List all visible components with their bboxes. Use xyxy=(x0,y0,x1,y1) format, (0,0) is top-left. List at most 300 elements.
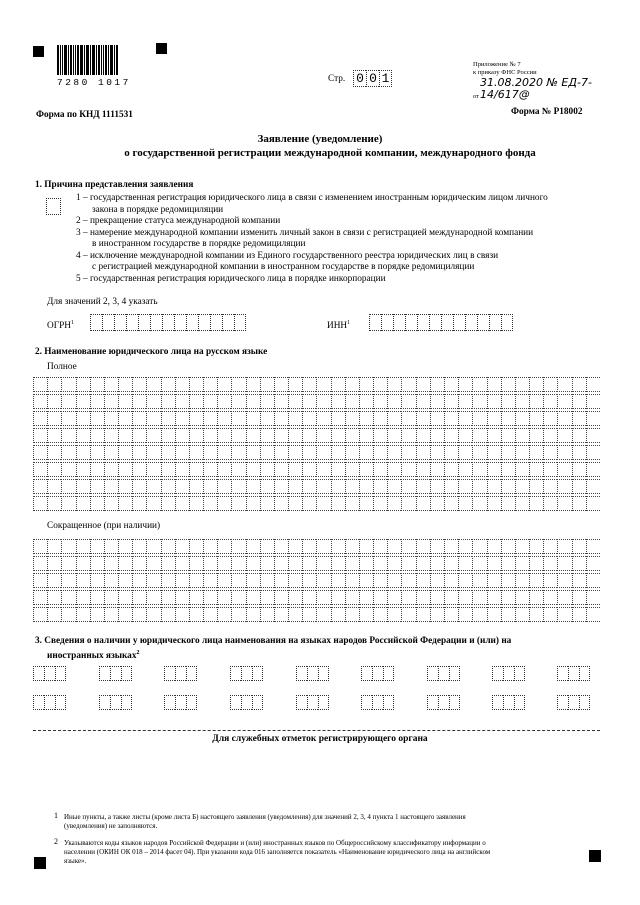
char-cell[interactable] xyxy=(529,479,543,494)
char-cell[interactable] xyxy=(416,462,430,477)
char-cell[interactable] xyxy=(501,479,515,494)
char-cell[interactable] xyxy=(359,539,373,554)
char-cell[interactable] xyxy=(586,496,600,511)
char-cell[interactable] xyxy=(373,539,387,554)
input-cell[interactable] xyxy=(477,314,489,331)
char-cell[interactable] xyxy=(90,496,104,511)
char-cell[interactable] xyxy=(444,428,458,443)
char-cell[interactable] xyxy=(416,428,430,443)
name-row[interactable] xyxy=(33,445,600,460)
char-cell[interactable] xyxy=(359,573,373,588)
char-cell[interactable] xyxy=(118,411,132,426)
char-cell[interactable] xyxy=(231,411,245,426)
char-cell[interactable] xyxy=(302,394,316,409)
char-cell[interactable] xyxy=(121,695,132,710)
char-cell[interactable] xyxy=(557,666,568,681)
char-cell[interactable] xyxy=(472,445,486,460)
char-cell[interactable] xyxy=(203,556,217,571)
char-cell[interactable] xyxy=(246,428,260,443)
char-cell[interactable] xyxy=(90,377,104,392)
char-cell[interactable] xyxy=(387,496,401,511)
char-cell[interactable] xyxy=(444,445,458,460)
char-cell[interactable] xyxy=(416,411,430,426)
char-cell[interactable] xyxy=(472,590,486,605)
char-cell[interactable] xyxy=(416,607,430,622)
input-cell[interactable] xyxy=(174,314,186,331)
char-cell[interactable] xyxy=(529,411,543,426)
char-cell[interactable] xyxy=(307,666,318,681)
char-cell[interactable] xyxy=(104,394,118,409)
input-cell[interactable] xyxy=(453,314,465,331)
char-cell[interactable] xyxy=(529,539,543,554)
char-cell[interactable] xyxy=(90,445,104,460)
char-cell[interactable] xyxy=(373,411,387,426)
char-cell[interactable] xyxy=(203,590,217,605)
char-cell[interactable] xyxy=(557,556,571,571)
char-cell[interactable] xyxy=(401,411,415,426)
char-cell[interactable] xyxy=(361,666,372,681)
char-cell[interactable] xyxy=(586,428,600,443)
name-row[interactable] xyxy=(33,607,600,622)
char-cell[interactable] xyxy=(514,666,525,681)
char-cell[interactable] xyxy=(203,539,217,554)
char-cell[interactable] xyxy=(33,411,47,426)
char-cell[interactable] xyxy=(487,573,501,588)
char-cell[interactable] xyxy=(175,556,189,571)
char-cell[interactable] xyxy=(47,411,61,426)
char-cell[interactable] xyxy=(33,445,47,460)
char-cell[interactable] xyxy=(217,573,231,588)
char-cell[interactable] xyxy=(146,479,160,494)
char-cell[interactable] xyxy=(387,445,401,460)
char-cell[interactable] xyxy=(252,666,263,681)
char-cell[interactable] xyxy=(61,479,75,494)
char-cell[interactable] xyxy=(132,607,146,622)
char-cell[interactable] xyxy=(458,496,472,511)
char-cell[interactable] xyxy=(373,479,387,494)
char-cell[interactable] xyxy=(231,445,245,460)
char-cell[interactable] xyxy=(515,590,529,605)
char-cell[interactable] xyxy=(189,539,203,554)
char-cell[interactable] xyxy=(359,607,373,622)
input-cell[interactable] xyxy=(90,314,102,331)
char-cell[interactable] xyxy=(416,377,430,392)
char-cell[interactable] xyxy=(175,590,189,605)
char-cell[interactable] xyxy=(430,411,444,426)
char-cell[interactable] xyxy=(146,462,160,477)
char-cell[interactable] xyxy=(146,539,160,554)
char-cell[interactable] xyxy=(430,556,444,571)
char-cell[interactable] xyxy=(458,590,472,605)
char-cell[interactable] xyxy=(449,666,460,681)
char-cell[interactable] xyxy=(203,394,217,409)
char-cell[interactable] xyxy=(274,556,288,571)
char-cell[interactable] xyxy=(189,607,203,622)
char-cell[interactable] xyxy=(543,496,557,511)
char-cell[interactable] xyxy=(529,462,543,477)
char-cell[interactable] xyxy=(557,411,571,426)
char-cell[interactable] xyxy=(416,479,430,494)
char-cell[interactable] xyxy=(372,695,383,710)
char-cell[interactable] xyxy=(387,394,401,409)
char-cell[interactable] xyxy=(501,539,515,554)
char-cell[interactable] xyxy=(132,539,146,554)
char-cell[interactable] xyxy=(260,556,274,571)
char-cell[interactable] xyxy=(430,462,444,477)
char-cell[interactable] xyxy=(231,462,245,477)
char-cell[interactable] xyxy=(76,556,90,571)
char-cell[interactable] xyxy=(501,556,515,571)
char-cell[interactable] xyxy=(47,590,61,605)
reason-code-digit[interactable] xyxy=(46,198,61,215)
char-cell[interactable] xyxy=(61,377,75,392)
char-cell[interactable] xyxy=(288,539,302,554)
char-cell[interactable] xyxy=(430,590,444,605)
char-cell[interactable] xyxy=(529,590,543,605)
char-cell[interactable] xyxy=(246,462,260,477)
char-cell[interactable] xyxy=(104,411,118,426)
char-cell[interactable] xyxy=(387,556,401,571)
char-cell[interactable] xyxy=(316,573,330,588)
language-code-cells[interactable] xyxy=(427,666,460,681)
char-cell[interactable] xyxy=(76,411,90,426)
char-cell[interactable] xyxy=(189,428,203,443)
char-cell[interactable] xyxy=(246,445,260,460)
char-cell[interactable] xyxy=(203,445,217,460)
char-cell[interactable] xyxy=(345,607,359,622)
input-cell[interactable] xyxy=(126,314,138,331)
char-cell[interactable] xyxy=(515,496,529,511)
char-cell[interactable] xyxy=(373,445,387,460)
char-cell[interactable] xyxy=(47,479,61,494)
char-cell[interactable] xyxy=(515,411,529,426)
char-cell[interactable] xyxy=(586,573,600,588)
char-cell[interactable] xyxy=(568,666,579,681)
char-cell[interactable] xyxy=(586,590,600,605)
char-cell[interactable] xyxy=(118,573,132,588)
char-cell[interactable] xyxy=(472,607,486,622)
char-cell[interactable] xyxy=(345,479,359,494)
char-cell[interactable] xyxy=(175,539,189,554)
char-cell[interactable] xyxy=(175,394,189,409)
char-cell[interactable] xyxy=(47,377,61,392)
char-cell[interactable] xyxy=(472,411,486,426)
char-cell[interactable] xyxy=(274,496,288,511)
char-cell[interactable] xyxy=(572,573,586,588)
char-cell[interactable] xyxy=(230,695,241,710)
char-cell[interactable] xyxy=(514,695,525,710)
char-cell[interactable] xyxy=(316,556,330,571)
char-cell[interactable] xyxy=(61,411,75,426)
char-cell[interactable] xyxy=(175,607,189,622)
char-cell[interactable] xyxy=(586,607,600,622)
language-code-cells[interactable] xyxy=(492,695,525,710)
language-code-cells[interactable] xyxy=(99,666,132,681)
language-code-cells[interactable] xyxy=(296,695,329,710)
char-cell[interactable] xyxy=(572,411,586,426)
char-cell[interactable] xyxy=(472,496,486,511)
char-cell[interactable] xyxy=(231,573,245,588)
char-cell[interactable] xyxy=(55,666,66,681)
char-cell[interactable] xyxy=(501,573,515,588)
char-cell[interactable] xyxy=(146,607,160,622)
char-cell[interactable] xyxy=(246,479,260,494)
char-cell[interactable] xyxy=(132,556,146,571)
char-cell[interactable] xyxy=(557,462,571,477)
char-cell[interactable] xyxy=(161,573,175,588)
char-cell[interactable] xyxy=(246,590,260,605)
input-cell[interactable] xyxy=(186,314,198,331)
char-cell[interactable] xyxy=(231,377,245,392)
char-cell[interactable] xyxy=(401,377,415,392)
char-cell[interactable] xyxy=(345,377,359,392)
char-cell[interactable] xyxy=(427,666,438,681)
char-cell[interactable] xyxy=(316,445,330,460)
char-cell[interactable] xyxy=(203,411,217,426)
char-cell[interactable] xyxy=(288,479,302,494)
char-cell[interactable] xyxy=(387,539,401,554)
char-cell[interactable] xyxy=(579,666,590,681)
char-cell[interactable] xyxy=(501,428,515,443)
char-cell[interactable] xyxy=(33,556,47,571)
char-cell[interactable] xyxy=(274,539,288,554)
char-cell[interactable] xyxy=(515,539,529,554)
char-cell[interactable] xyxy=(331,556,345,571)
char-cell[interactable] xyxy=(296,666,307,681)
char-cell[interactable] xyxy=(76,539,90,554)
char-cell[interactable] xyxy=(449,695,460,710)
char-cell[interactable] xyxy=(543,462,557,477)
language-code-cells[interactable] xyxy=(230,695,263,710)
input-cell[interactable] xyxy=(417,314,429,331)
char-cell[interactable] xyxy=(430,607,444,622)
char-cell[interactable] xyxy=(572,377,586,392)
char-cell[interactable] xyxy=(458,539,472,554)
input-cell[interactable] xyxy=(465,314,477,331)
char-cell[interactable] xyxy=(503,666,514,681)
name-row[interactable] xyxy=(33,556,600,571)
char-cell[interactable] xyxy=(430,377,444,392)
char-cell[interactable] xyxy=(416,590,430,605)
char-cell[interactable] xyxy=(586,411,600,426)
char-cell[interactable] xyxy=(430,539,444,554)
char-cell[interactable] xyxy=(472,377,486,392)
char-cell[interactable] xyxy=(288,462,302,477)
char-cell[interactable] xyxy=(331,462,345,477)
char-cell[interactable] xyxy=(47,445,61,460)
char-cell[interactable] xyxy=(503,695,514,710)
char-cell[interactable] xyxy=(501,394,515,409)
char-cell[interactable] xyxy=(118,496,132,511)
char-cell[interactable] xyxy=(430,445,444,460)
char-cell[interactable] xyxy=(487,539,501,554)
char-cell[interactable] xyxy=(557,377,571,392)
char-cell[interactable] xyxy=(274,479,288,494)
char-cell[interactable] xyxy=(118,479,132,494)
char-cell[interactable] xyxy=(401,428,415,443)
char-cell[interactable] xyxy=(458,556,472,571)
char-cell[interactable] xyxy=(373,556,387,571)
char-cell[interactable] xyxy=(557,428,571,443)
inn-input[interactable] xyxy=(369,314,513,331)
char-cell[interactable] xyxy=(557,695,568,710)
char-cell[interactable] xyxy=(331,573,345,588)
char-cell[interactable] xyxy=(33,590,47,605)
char-cell[interactable] xyxy=(33,607,47,622)
char-cell[interactable] xyxy=(359,394,373,409)
char-cell[interactable] xyxy=(557,607,571,622)
input-cell[interactable] xyxy=(393,314,405,331)
input-cell[interactable] xyxy=(222,314,234,331)
char-cell[interactable] xyxy=(146,411,160,426)
char-cell[interactable] xyxy=(472,394,486,409)
char-cell[interactable] xyxy=(345,428,359,443)
input-cell[interactable] xyxy=(210,314,222,331)
char-cell[interactable] xyxy=(316,394,330,409)
char-cell[interactable] xyxy=(47,573,61,588)
char-cell[interactable] xyxy=(316,539,330,554)
char-cell[interactable] xyxy=(515,479,529,494)
char-cell[interactable] xyxy=(487,556,501,571)
char-cell[interactable] xyxy=(568,695,579,710)
char-cell[interactable] xyxy=(361,695,372,710)
char-cell[interactable] xyxy=(557,573,571,588)
char-cell[interactable] xyxy=(316,607,330,622)
char-cell[interactable] xyxy=(487,445,501,460)
char-cell[interactable] xyxy=(345,539,359,554)
char-cell[interactable] xyxy=(557,394,571,409)
char-cell[interactable] xyxy=(231,428,245,443)
input-cell[interactable] xyxy=(381,314,393,331)
char-cell[interactable] xyxy=(161,556,175,571)
char-cell[interactable] xyxy=(387,573,401,588)
name-row[interactable] xyxy=(33,411,600,426)
char-cell[interactable] xyxy=(118,607,132,622)
char-cell[interactable] xyxy=(132,462,146,477)
char-cell[interactable] xyxy=(161,496,175,511)
char-cell[interactable] xyxy=(99,666,110,681)
char-cell[interactable] xyxy=(76,462,90,477)
char-cell[interactable] xyxy=(401,479,415,494)
char-cell[interactable] xyxy=(288,556,302,571)
char-cell[interactable] xyxy=(175,428,189,443)
char-cell[interactable] xyxy=(246,411,260,426)
char-cell[interactable] xyxy=(515,445,529,460)
char-cell[interactable] xyxy=(487,479,501,494)
char-cell[interactable] xyxy=(529,607,543,622)
char-cell[interactable] xyxy=(33,666,44,681)
char-cell[interactable] xyxy=(132,377,146,392)
char-cell[interactable] xyxy=(345,556,359,571)
char-cell[interactable] xyxy=(132,394,146,409)
char-cell[interactable] xyxy=(359,462,373,477)
char-cell[interactable] xyxy=(217,445,231,460)
char-cell[interactable] xyxy=(189,445,203,460)
char-cell[interactable] xyxy=(33,428,47,443)
char-cell[interactable] xyxy=(444,607,458,622)
char-cell[interactable] xyxy=(572,556,586,571)
char-cell[interactable] xyxy=(359,445,373,460)
char-cell[interactable] xyxy=(231,539,245,554)
char-cell[interactable] xyxy=(401,496,415,511)
char-cell[interactable] xyxy=(189,573,203,588)
char-cell[interactable] xyxy=(44,695,55,710)
char-cell[interactable] xyxy=(47,607,61,622)
char-cell[interactable] xyxy=(189,462,203,477)
char-cell[interactable] xyxy=(430,496,444,511)
char-cell[interactable] xyxy=(118,539,132,554)
char-cell[interactable] xyxy=(189,590,203,605)
char-cell[interactable] xyxy=(387,462,401,477)
char-cell[interactable] xyxy=(161,445,175,460)
char-cell[interactable] xyxy=(99,695,110,710)
char-cell[interactable] xyxy=(118,377,132,392)
char-cell[interactable] xyxy=(274,573,288,588)
char-cell[interactable] xyxy=(288,496,302,511)
char-cell[interactable] xyxy=(161,479,175,494)
language-code-cells[interactable] xyxy=(492,666,525,681)
char-cell[interactable] xyxy=(241,695,252,710)
char-cell[interactable] xyxy=(161,411,175,426)
language-code-cells[interactable] xyxy=(164,666,197,681)
char-cell[interactable] xyxy=(373,573,387,588)
char-cell[interactable] xyxy=(359,496,373,511)
char-cell[interactable] xyxy=(318,695,329,710)
char-cell[interactable] xyxy=(373,590,387,605)
char-cell[interactable] xyxy=(274,377,288,392)
char-cell[interactable] xyxy=(110,666,121,681)
char-cell[interactable] xyxy=(472,462,486,477)
char-cell[interactable] xyxy=(61,496,75,511)
name-row[interactable] xyxy=(33,590,600,605)
char-cell[interactable] xyxy=(104,556,118,571)
char-cell[interactable] xyxy=(110,695,121,710)
char-cell[interactable] xyxy=(302,556,316,571)
char-cell[interactable] xyxy=(274,607,288,622)
char-cell[interactable] xyxy=(231,556,245,571)
char-cell[interactable] xyxy=(246,377,260,392)
char-cell[interactable] xyxy=(90,411,104,426)
language-code-cells[interactable] xyxy=(361,695,394,710)
char-cell[interactable] xyxy=(241,666,252,681)
char-cell[interactable] xyxy=(543,539,557,554)
char-cell[interactable] xyxy=(76,428,90,443)
name-row[interactable] xyxy=(33,428,600,443)
char-cell[interactable] xyxy=(121,666,132,681)
char-cell[interactable] xyxy=(543,479,557,494)
char-cell[interactable] xyxy=(246,607,260,622)
char-cell[interactable] xyxy=(47,394,61,409)
char-cell[interactable] xyxy=(288,377,302,392)
char-cell[interactable] xyxy=(572,462,586,477)
char-cell[interactable] xyxy=(203,607,217,622)
char-cell[interactable] xyxy=(430,573,444,588)
char-cell[interactable] xyxy=(288,445,302,460)
char-cell[interactable] xyxy=(274,428,288,443)
char-cell[interactable] xyxy=(260,590,274,605)
char-cell[interactable] xyxy=(302,377,316,392)
name-row[interactable] xyxy=(33,496,600,511)
char-cell[interactable] xyxy=(104,496,118,511)
char-cell[interactable] xyxy=(90,607,104,622)
char-cell[interactable] xyxy=(118,462,132,477)
char-cell[interactable] xyxy=(444,377,458,392)
char-cell[interactable] xyxy=(217,496,231,511)
char-cell[interactable] xyxy=(288,411,302,426)
char-cell[interactable] xyxy=(331,428,345,443)
char-cell[interactable] xyxy=(438,666,449,681)
char-cell[interactable] xyxy=(458,377,472,392)
